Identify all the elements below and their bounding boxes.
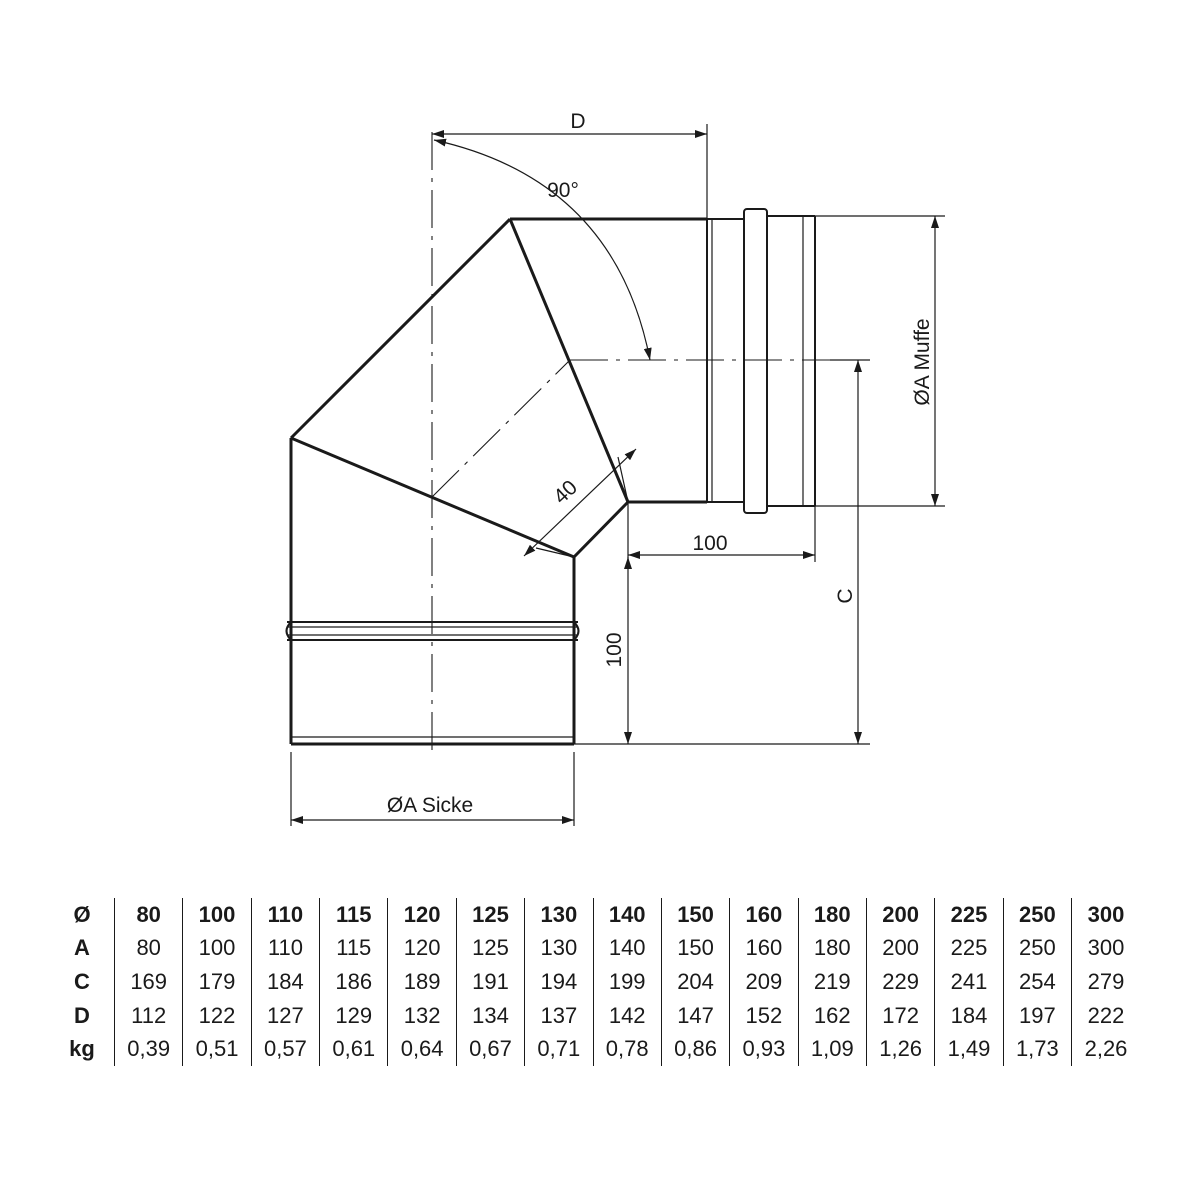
table-cell: 229 bbox=[866, 965, 934, 999]
table-cell: 120 bbox=[388, 932, 456, 966]
row-label: Ø bbox=[73, 901, 91, 927]
table-cell: 279 bbox=[1072, 965, 1140, 999]
table-cell: 225 bbox=[935, 898, 1003, 932]
table-cell: 184 bbox=[935, 999, 1003, 1033]
table-cell: 250 bbox=[1003, 932, 1071, 966]
table-cell: 241 bbox=[935, 965, 1003, 999]
table-cell: 0,57 bbox=[251, 1032, 319, 1066]
table-cell: 110 bbox=[251, 932, 319, 966]
table-cell: 219 bbox=[798, 965, 866, 999]
elbow-outline bbox=[287, 219, 708, 744]
table-cell: 1,73 bbox=[1003, 1032, 1071, 1066]
table-cell: 115 bbox=[320, 898, 388, 932]
table-cell: 197 bbox=[1003, 999, 1071, 1033]
label-angle-90: 90° bbox=[547, 179, 579, 202]
table-cell: 140 bbox=[593, 932, 661, 966]
table-cell: 300 bbox=[1072, 898, 1140, 932]
table-cell: 200 bbox=[866, 898, 934, 932]
table-cell: 169 bbox=[115, 965, 183, 999]
socket-muffe bbox=[707, 209, 815, 513]
table-cell: 130 bbox=[525, 898, 593, 932]
table-cell: 120 bbox=[388, 898, 456, 932]
table-cell: 150 bbox=[661, 932, 729, 966]
table-cell: 172 bbox=[866, 999, 934, 1033]
row-label: C bbox=[74, 968, 90, 994]
table-cell: 200 bbox=[866, 932, 934, 966]
row-label: D bbox=[74, 1002, 90, 1028]
table-cell: 125 bbox=[456, 932, 524, 966]
dim-40-line bbox=[524, 449, 636, 556]
table-cell: 80 bbox=[115, 898, 183, 932]
table-cell: 110 bbox=[251, 898, 319, 932]
label-d: D bbox=[570, 110, 586, 133]
table-cell: 186 bbox=[320, 965, 388, 999]
table-cell: 147 bbox=[661, 999, 729, 1033]
table-cell: 0,51 bbox=[183, 1032, 251, 1066]
table-cell: 160 bbox=[730, 932, 798, 966]
table-cell: 1,26 bbox=[866, 1032, 934, 1066]
table-cell: 0,93 bbox=[730, 1032, 798, 1066]
label-offset-40: 40 bbox=[549, 475, 582, 509]
table-cell: 129 bbox=[320, 999, 388, 1033]
table-cell: 0,78 bbox=[593, 1032, 661, 1066]
table-cell: 80 bbox=[115, 932, 183, 966]
label-a-sicke: ØA Sicke bbox=[386, 794, 474, 817]
dim-angle-arc bbox=[434, 140, 650, 360]
table-cell: 150 bbox=[661, 898, 729, 932]
table-cell: 132 bbox=[388, 999, 456, 1033]
table-row bbox=[50, 932, 1140, 966]
table-cell: 142 bbox=[593, 999, 661, 1033]
table-cell: 180 bbox=[798, 932, 866, 966]
table-cell: 1,09 bbox=[798, 1032, 866, 1066]
table-cell: 0,64 bbox=[388, 1032, 456, 1066]
table-cell: 0,86 bbox=[661, 1032, 729, 1066]
table-cell: 0,71 bbox=[525, 1032, 593, 1066]
table-cell: 222 bbox=[1072, 999, 1140, 1033]
table-cell: 179 bbox=[183, 965, 251, 999]
table-cell: 0,39 bbox=[115, 1032, 183, 1066]
row-label: kg bbox=[69, 1036, 95, 1062]
table-cell: 137 bbox=[525, 999, 593, 1033]
table-cell: 180 bbox=[798, 898, 866, 932]
table-cell: 0,67 bbox=[456, 1032, 524, 1066]
table-cell: 0,61 bbox=[320, 1032, 388, 1066]
table-row bbox=[50, 999, 1140, 1033]
table-cell: 1,49 bbox=[935, 1032, 1003, 1066]
table-cell: 122 bbox=[183, 999, 251, 1033]
table-cell: 191 bbox=[456, 965, 524, 999]
label-a-muffe: ØA Muffe bbox=[911, 318, 934, 406]
table-cell: 100 bbox=[183, 898, 251, 932]
table-header-row bbox=[50, 898, 1140, 932]
table-cell: 162 bbox=[798, 999, 866, 1033]
table-cell: 134 bbox=[456, 999, 524, 1033]
table-cell: 194 bbox=[525, 965, 593, 999]
table-cell: 209 bbox=[730, 965, 798, 999]
table-cell: 300 bbox=[1072, 932, 1140, 966]
label-length-100-vertical: 100 bbox=[603, 632, 626, 668]
table-cell: 225 bbox=[935, 932, 1003, 966]
table-cell: 184 bbox=[251, 965, 319, 999]
table-cell: 130 bbox=[525, 932, 593, 966]
table-cell: 115 bbox=[320, 932, 388, 966]
table-row bbox=[50, 1032, 1140, 1066]
table-cell: 112 bbox=[115, 999, 183, 1033]
center-lines bbox=[432, 132, 830, 752]
label-c: C bbox=[834, 588, 857, 604]
table-cell: 254 bbox=[1003, 965, 1071, 999]
table-cell: 189 bbox=[388, 965, 456, 999]
table-cell: 152 bbox=[730, 999, 798, 1033]
label-length-100-horizontal: 100 bbox=[692, 532, 728, 555]
dimension-table bbox=[50, 898, 1140, 1066]
table-cell: 204 bbox=[661, 965, 729, 999]
table-cell: 250 bbox=[1003, 898, 1071, 932]
table-cell: 127 bbox=[251, 999, 319, 1033]
row-label: A bbox=[74, 935, 90, 961]
table-cell: 199 bbox=[593, 965, 661, 999]
table-cell: 160 bbox=[730, 898, 798, 932]
table-cell: 125 bbox=[456, 898, 524, 932]
table-cell: 2,26 bbox=[1072, 1032, 1140, 1066]
table-cell: 100 bbox=[183, 932, 251, 966]
table-cell: 140 bbox=[593, 898, 661, 932]
table-row bbox=[50, 965, 1140, 999]
